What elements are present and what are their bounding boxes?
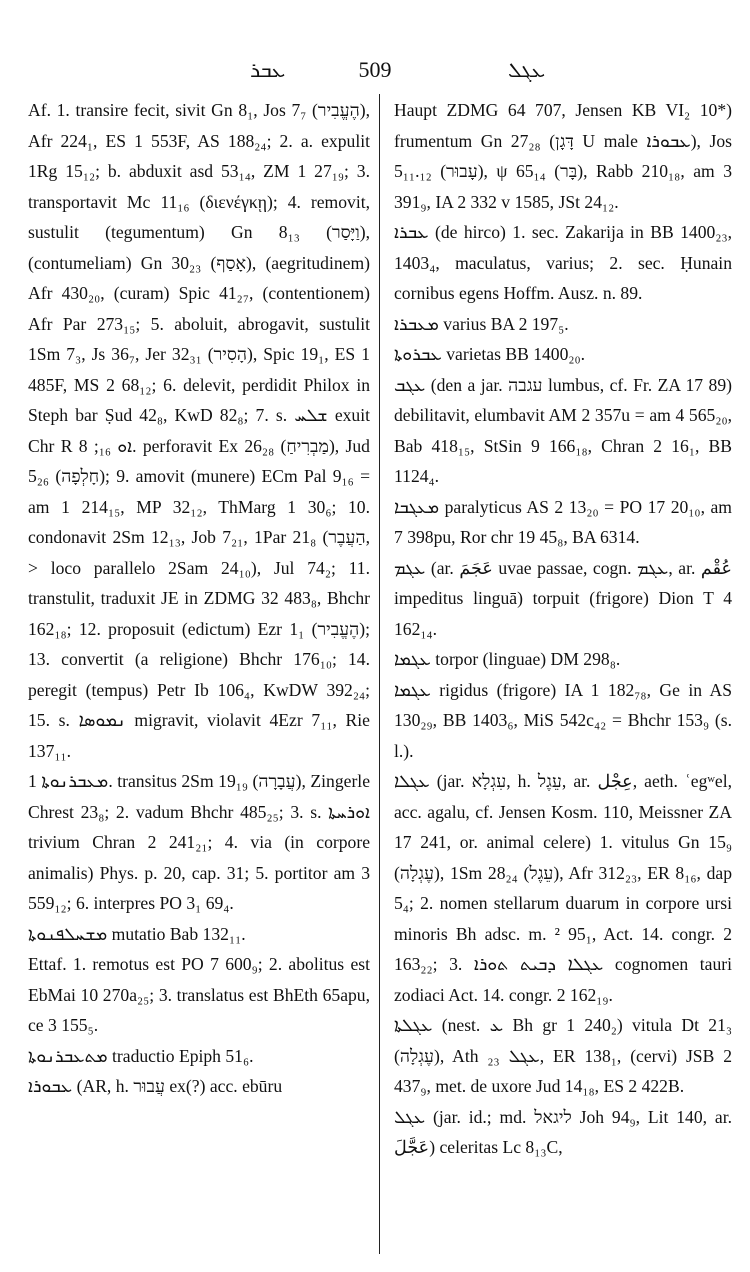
entry-torpor: ܥܓܡܐ torpor (linguae) DM 298₈. <box>394 649 621 669</box>
entry-mutatio: ܡܫܚܠܦܢܘܬܐ mutatio Bab 132₁₁. <box>28 923 246 944</box>
entry-hirco: ܥܒܪܐ (de hirco) 1. sec. Zakarija in BB 1400₂₃, 1403₄, maculatus, varius; 2. sec. Ḥunain cornibus egens Hoffm. Ausz. n. 89. <box>394 222 732 303</box>
entry-torpuit: ܥܓܡ (ar. عَجَمَ uvae passae, cogn. ܥܓܡ, ar. عُقْم impeditus linguā) torpuit (frigore) Dion T 4 162₁₄. <box>394 557 732 639</box>
entry-af: Af. 1. transire fecit, sivit Gn 8₁, Jos 7₇ (הֶעֱבִיר), Afr 224₁, ES 1 553F, AS 188₂₄; 2. a. expulit 1Rg 15₁₂; b. abduxit asd 53₁₄, ZM 1 27₁₉; 3. transportavit Mc 11₁₆ (διενέγκῃ); 4. removit, sustulit (tegumentum) Gn 8₁₃ (וַיָּסַר), (contumeliam) Gn 30₂₃ (אָסַף), (aegritudinem) Afr 430₂₀, (curam) Spic 41₂₇, (contentionem) Afr Par 273₁₅; 5. aboluit, abrogavit, sustulit 1Sm 7₃, Js 36₇, Jer 32₃₁ (הָסִיר), Spic 19₁, ES 1 485F, MS 2 68₁₂; 6. delevit, perdidit Philox in Steph bar Ṣud 42₈, KwD 82₈; 7. s. ܫܠܚ exuit Chr R ܐܘ ₁₆; 8. perforavit Ex 26₂₈ (מַבְרִיחַ), Jud 5₂₆ (חָלְפָה); 9. amovit (munere) ECm Pal 9₁₆ = am 1 214₁₅, MP 32₁₂, ThMarg 1 30₆; 10. condonavit 2Sm 12₁₃, Job 7₂₁, 1Par 21₈ (הַעֲבֶר, > loco parallelo 2Sam 24₁₀), Jul 74₂; 11. transtulit, traduxit JE in ZDMG 32 483₈, Bhchr 162₁₈; 12. proposuit (edictum) Ezr 1₁ (הֶעֱבִיר); 13. convertit (a religione) Bhchr 176₁₀; 14. peregit (tempus) Petr Ib 106₄, KwDW 392₂₄; 15. s. ܢܡܘܣܐ migravit, violavit 4Ezr 7₁₁, Rie 137₁₁. <box>28 100 371 761</box>
entry-celeritas: ܥܓܠ (jar. id.; md. ליגאל Joh 94₉, Lit 140, ar. عَجَّلَ) celeritas Lc 8₁₃C, <box>394 1106 732 1157</box>
entry-transitus: ܡܥܒܪܢܘܬܐ 1. transitus 2Sm 19₁₉ (עֲבָרָה), Zingerle Chrest 23₈; 2. vadum Bhchr 485₂₅; 3. s. ܐܘܪܚܬܐ trivium Chran 2 241₂₁; 4. via (in corpore animalis) Phys. p. 20, cap. 31; 5. portitor am 3 559₁₂; 6. interpres PO 3₁ 69₄. <box>28 771 370 913</box>
entry-vitulus: ܥܓܠܐ (jar. עִגְלָא, h. עֵגֶל, ar. عِجْل, aeth. ʿegʷel, acc. agalu, cf. Jensen Kosm. 110, Meissner ZA 17 241, or. animal celere) 1. vitulus Gn 15₉ (עֶגְלָה), 1Sm 28₂₄ (עֵגֶל), Afr 312₂₃, ER 8₁₆, dap 5₄; 2. nomen stellarum duarum in corpore ursi minoris Bh adsc. m. ² 95₁, Act. 14. congr. 2 163₂₂; 3. ܥܓܠܐ ܕܒܝܬ ܬܘܪܐ cognomen tauri zodiaci Act. 14. congr. 2 162₁₉. <box>394 771 732 1005</box>
entry-rigidus: ܥܓܡܐ rigidus (frigore) IA 1 182₇₈, Ge in AS 130₂₉, BB 1403₆, MiS 542c₄₂ = Bhchr 153₉ (s. l.). <box>394 679 732 761</box>
left-column <box>28 95 370 1102</box>
entry-varius: ܡܥܒܪܐ varius BA 2 197₅. <box>394 313 569 334</box>
header-right-headword: ܥܓܠ <box>508 58 546 82</box>
entry-ettaf: Ettaf. 1. remotus est PO 7 600₉; 2. abolitus est EbMai 10 270a₂₅; 3. translatus est BhEth 65apu, ce 3 155₅. <box>28 954 370 1035</box>
entry-varietas: ܥܒܪܘܬܐ varietas BB 1400₂₀. <box>394 344 586 364</box>
header-left-headword: ܥܒܪ <box>250 58 286 82</box>
entry-frumentum-cont: Haupt ZDMG 64 707, Jensen KB VI₂ 10*) frumentum Gn 27₂₈ (דָּגָן U male ܥܒܘܪܐ), Jos 5₁₁.₁₂ (עָבוּר), ψ 65₁₄ (בָּר), Rabb 210₁₈, am 3 391₉, IA 2 332 v 1585, JSt 24₁₂. <box>394 100 732 212</box>
entry-frumentum-start: ܥܒܘܪܐ (AR, h. עֲבוּר ex(?) acc. ebūru <box>28 1076 283 1096</box>
column-divider <box>379 94 380 1254</box>
right-column <box>394 95 732 1163</box>
entry-traductio: ܡܬܥܒܪܢܘܬܐ traductio Epiph 51₆. <box>28 1045 254 1066</box>
entry-lumbus: ܥܓܒ (den a jar. עגבה lumbus, cf. Fr. ZA 17 89) debilitavit, elumbavit AM 2 357u = am 4 565₂₀, Bab 418₁₅, StSin 9 166₁₈, Chran 2 16₁, BB 1124₄. <box>394 374 732 486</box>
entry-vitula: ܥܓܠܬܐ (nest. ܥ Bh gr 1 240₂) vitula Dt 21₃ (עֶגְלָה), Ath ܥܓܠ ₂₃, ER 138₁, (cervi) JSB 2 437₉, met. de uxore Jud 14₁₈, ES 2 422B. <box>394 1015 732 1096</box>
page-number: 509 <box>358 57 392 82</box>
entry-paralyticus: ܡܥܓܒܐ paralyticus AS 2 13₂₀ = PO 17 20₁₀, am 7 398pu, Ror chr 19 45₈, BA 6314. <box>394 496 732 547</box>
